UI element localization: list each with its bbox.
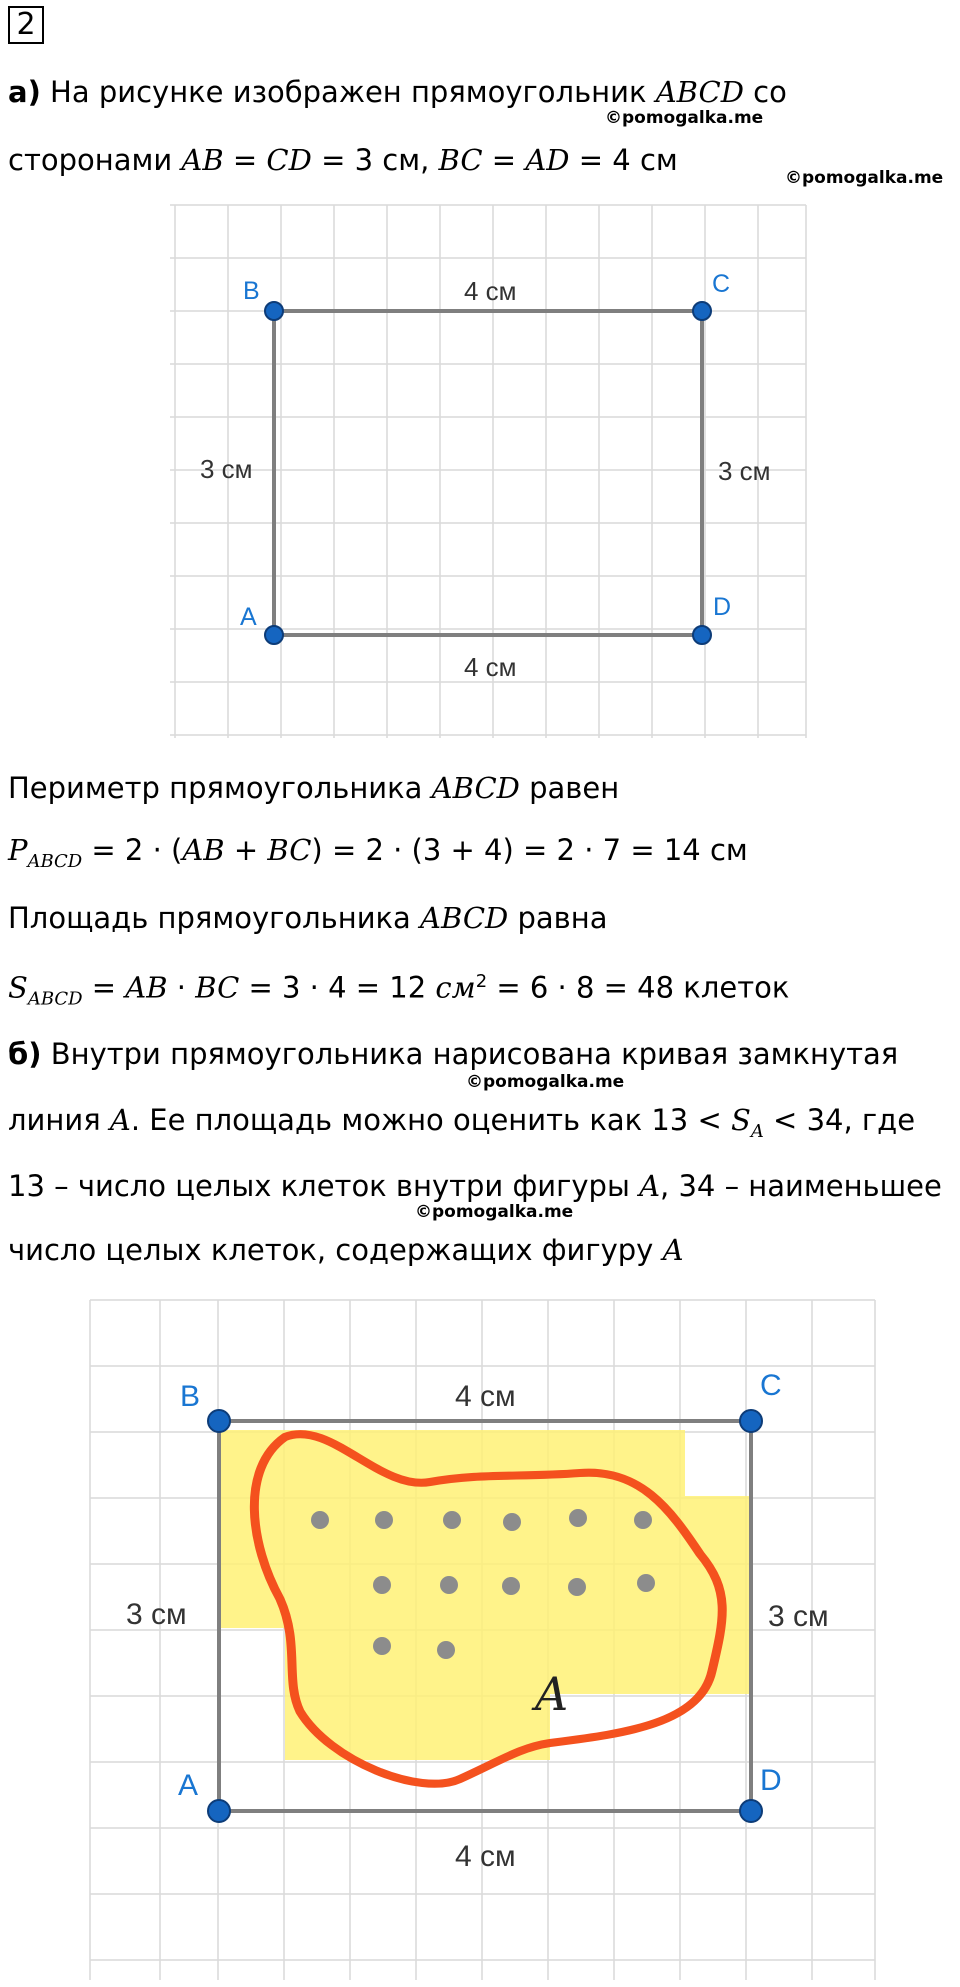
vertex-a	[208, 1800, 230, 1822]
side-top-label: 4 см	[455, 1380, 516, 1413]
side-bottom-label: 4 см	[464, 652, 517, 682]
vertex-c	[693, 302, 711, 320]
vertex-label-a: A	[178, 1769, 199, 1802]
watermark: ©pomogalka.me	[785, 168, 944, 188]
vertex-label-c: C	[760, 1369, 782, 1402]
side-top-label: 4 см	[464, 276, 517, 306]
watermark: ©pomogalka.me	[466, 1072, 625, 1092]
vertex-label-a: A	[240, 603, 257, 631]
vertex-label-b: B	[243, 277, 260, 305]
area-intro: Площадь прямоугольника ABCD равна	[8, 901, 608, 935]
rectangle-abcd	[274, 311, 702, 635]
figure-curve	[0, 1280, 960, 1987]
vertex-d	[693, 626, 711, 644]
area-formula: $S_{ABCD}$ = AB · BC = 3 · 4 = 12 $см^2 = 6 \cdot 8 = 48$ клеток	[8, 970, 790, 1010]
figure-rectangle	[0, 0, 960, 760]
part-b-line4: число целых клеток, содержащих фигуру A	[8, 1233, 684, 1267]
part-b-label: б)	[8, 1037, 42, 1071]
curve-label-a: A	[535, 1667, 569, 1721]
side-left-label: 3 см	[200, 454, 253, 484]
part-b-line2: линия A. Ее площадь можно оценить как $13 < S_A < 34$, где	[8, 1103, 916, 1142]
perimeter-formula: $P_{ABCD} = 2 \cdot (AB + BC) = 2 \cdot (3 + 4) = 2 \cdot 7 = 14$ см	[8, 833, 748, 872]
vertex-label-b: B	[180, 1380, 201, 1413]
vertex-b	[265, 302, 283, 320]
side-right-label: 3 см	[768, 1600, 829, 1633]
vertex-label-d: D	[760, 1764, 782, 1797]
side-left-label: 3 см	[126, 1598, 187, 1631]
side-bottom-label: 4 см	[455, 1840, 516, 1873]
part-a-line1: а) На рисунке изображен прямоугольник ABCD со	[8, 75, 787, 109]
task-number: 2	[8, 6, 44, 44]
part-a-label: а)	[8, 75, 41, 109]
watermark: ©pomogalka.me	[415, 1202, 574, 1222]
vertex-a	[265, 626, 283, 644]
part-b-line3: 13 – число целых клеток внутри фигуры A, 34 – наименьшее	[8, 1169, 942, 1203]
side-right-label: 3 см	[718, 456, 771, 486]
vertex-b	[208, 1410, 230, 1432]
perimeter-intro: Периметр прямоугольника ABCD равен	[8, 771, 620, 805]
watermark: ©pomogalka.me	[605, 108, 764, 128]
part-b-line1: б) Внутри прямоугольника нарисована кривая замкнутая	[8, 1037, 899, 1071]
vertex-c	[740, 1410, 762, 1432]
vertex-label-d: D	[713, 593, 732, 621]
vertex-label-c: C	[712, 270, 731, 298]
vertex-d	[740, 1800, 762, 1822]
part-a-line2: сторонами AB = CD = 3 см, BC = AD = 4 см	[8, 143, 678, 177]
